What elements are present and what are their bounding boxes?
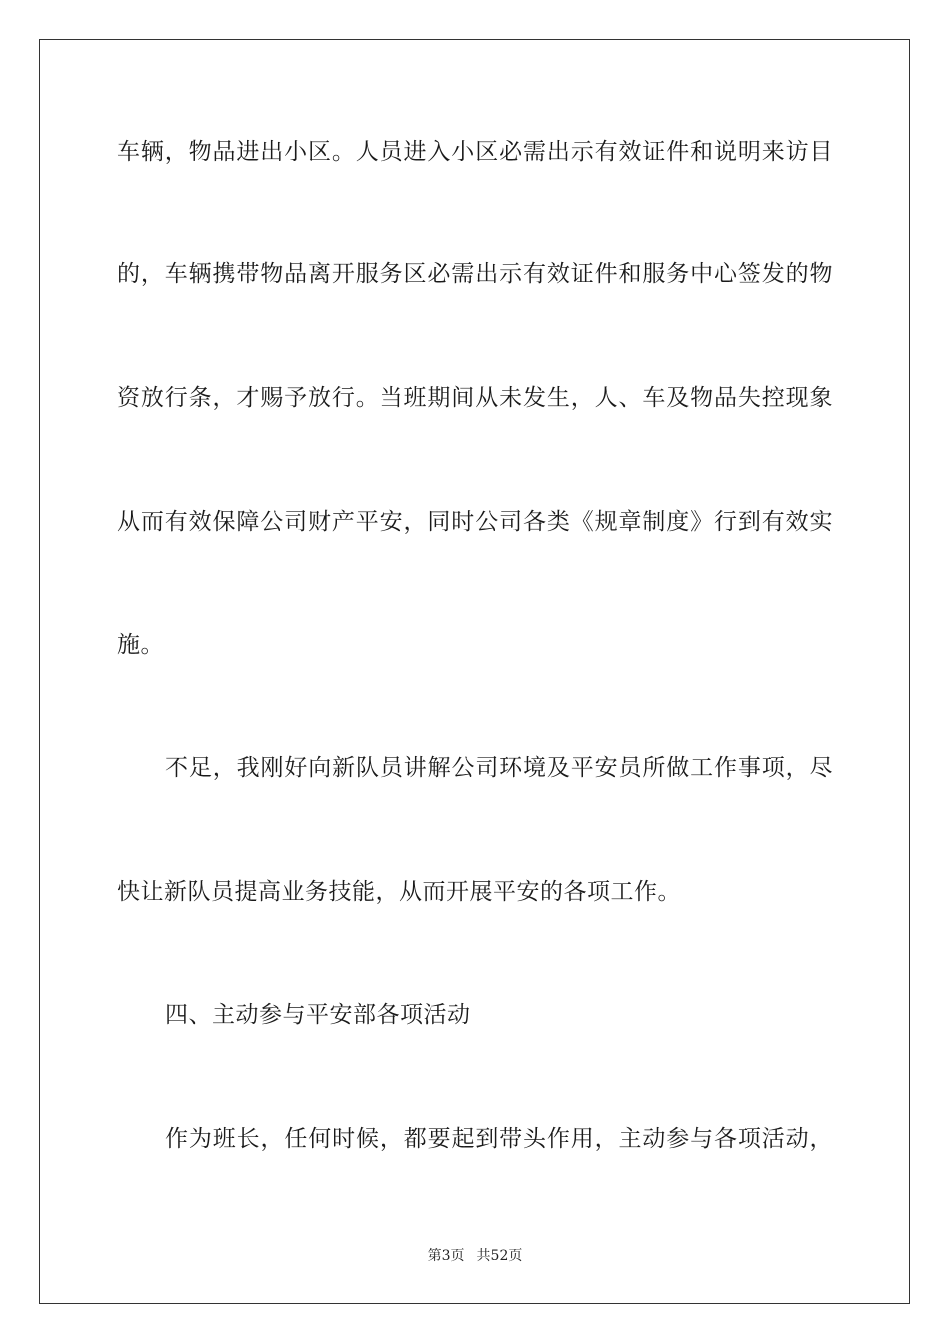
section-heading: 四、主动参与平安部各项活动 [165,1002,471,1028]
page-border [39,39,910,1304]
page-total: 共52页 [476,1248,523,1264]
page-number: 第3页 [427,1248,465,1264]
paragraph-line-5: 施。 [117,632,164,658]
paragraph-line-1: 车辆，物品进出小区。人员进入小区必需出示有效证件和说明来访目 [117,139,833,165]
paragraph-line-9: 作为班长，任何时候，都要起到带头作用，主动参与各项活动， [165,1126,833,1152]
paragraph-line-6: 不足，我刚好向新队员讲解公司环境及平安员所做工作事项，尽 [165,755,833,781]
paragraph-line-7: 快让新队员提高业务技能，从而开展平安的各项工作。 [117,879,681,905]
page-footer [0,1247,950,1265]
paragraph-line-2: 的，车辆携带物品离开服务区必需出示有效证件和服务中心签发的物 [117,261,833,287]
paragraph-line-4: 从而有效保障公司财产平安，同时公司各类《规章制度》行到有效实 [117,509,833,535]
paragraph-line-3: 资放行条，才赐予放行。当班期间从未发生，人、车及物品失控现象 [117,385,833,411]
